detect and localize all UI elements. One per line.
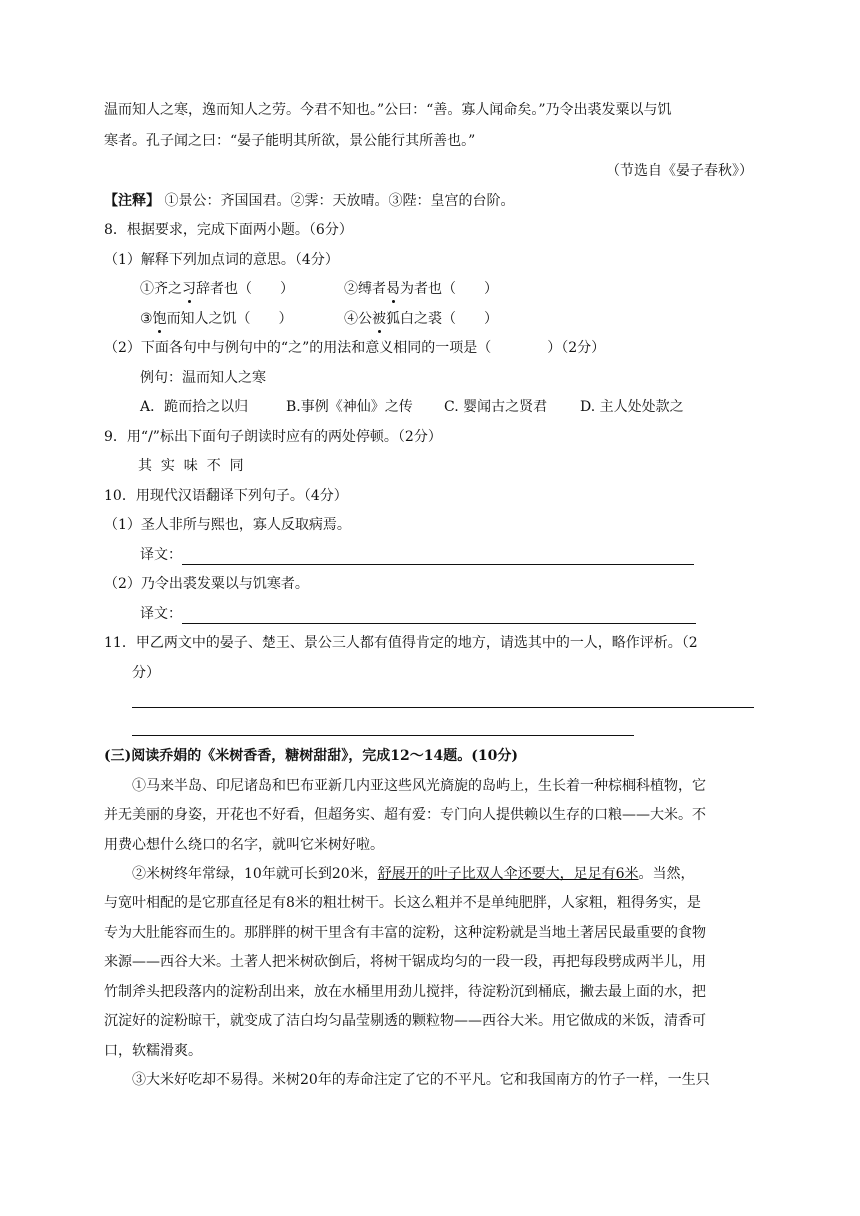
question-8-sub2: （2）下面各句中与例句中的“之”的用法和意义相同的一项是（ ）（2分） (104, 340, 606, 356)
question-11-line: 分） (132, 665, 160, 681)
paragraph-line: 专为大肚能容而生的。那胖胖的树干里含有丰富的淀粉，这种淀粉就是当地土著居民最重要的食物 (104, 925, 706, 941)
source-citation: （节选自《晏子春秋》） (606, 163, 753, 179)
answer-blank[interactable] (182, 609, 696, 624)
vocab-item-3 (140, 309, 293, 329)
text-run: 。当然， (638, 866, 695, 882)
translate-sentence-1: （1）圣人非所与熙也，寡人反取病焉。 (104, 517, 351, 533)
paragraph-line: ①马来半岛、印尼诸岛和巴布亚新几内亚这些风光旖旎的岛屿上，生长着一种棕榈科植物，它 (132, 778, 706, 794)
paragraph-line: 竹制斧头把段落内的淀粉刮出来，放在水桶里用劲儿搅拌，待淀粉沉到桶底，撇去最上面的水，把 (104, 984, 706, 1000)
item-text: 而知人之饥（ ） (166, 311, 293, 327)
question-11-line: 11．甲乙两文中的晏子、楚王、景公三人都有值得肯定的地方，请选其中的一人，略作评析。（2 (104, 635, 698, 651)
answer-line-2[interactable] (140, 604, 696, 624)
paragraph-line: 与宽叶相配的是它那直径足有8米的粗壮树干。长这么粗并不是单纯肥胖，人家粗，粗得务实，是 (104, 895, 701, 911)
paragraph-line: 来源——西谷大米。土著人把米树砍倒后，将树干锯成均匀的一段一段，再把每段劈成两半儿，用 (104, 954, 706, 970)
paragraph-line: 沉淀好的淀粉晾干，就变成了洁白均匀晶莹剔透的颗粒物——西谷大米。用它做成的米饭，清香可 (104, 1013, 706, 1029)
example-sentence: 例句：温而知人之寒 (140, 370, 266, 386)
item-text: ③ (140, 311, 153, 327)
passage-line: 温而知人之寒，逸而知人之劳。今君不知也。”公曰：“善。寡人闻命矣。”乃令出裘发粟以与饥 (104, 102, 672, 118)
item-text: ①齐之 (140, 281, 182, 297)
section-3-title: (三)阅读乔娟的《米树香香，糖树甜甜》，完成12～14题。(10分) (104, 748, 518, 764)
option-d: D. 主人处处款之 (580, 399, 684, 415)
option-c: C. 婴闻古之贤君 (444, 399, 548, 415)
pause-sentence: 其 实 味 不 同 (138, 458, 244, 474)
paragraph-line: 口，软糯滑爽。 (104, 1043, 202, 1059)
answer-label: 译文： (140, 606, 182, 622)
paragraph-line: ③大米好吃却不易得。米树20年的寿命注定了它的不平凡。它和我国南方的竹子一样，一生只 (132, 1072, 710, 1088)
answer-rule[interactable] (132, 707, 754, 708)
paragraph-line: 用费心想什么绕口的名字，就叫它米树好啦。 (104, 837, 384, 853)
answer-label: 译文： (140, 547, 182, 563)
text-run: ②米树终年常绿，10年就可长到20米， (132, 866, 378, 882)
dotted-word: 饱 (152, 311, 167, 327)
answer-line-1[interactable] (140, 545, 694, 565)
question-8-sub1: （1）解释下列加点词的意思。（4分） (104, 252, 339, 268)
option-b: B.事例《神仙》之传 (286, 399, 413, 415)
item-text: 狐白之裘（ ） (386, 311, 498, 327)
notes (104, 191, 514, 211)
notes-label: 【注释】 (104, 193, 160, 209)
dotted-word: 曷 (386, 281, 400, 297)
paragraph-line: 并无美丽的身姿，开花也不好看，但超务实、超有爱：专门向人提供赖以生存的口粮——大米。不 (104, 807, 706, 823)
answer-rule[interactable] (132, 735, 634, 736)
passage-line: 寒者。孔子闻之曰：“晏子能明其所欲，景公能行其所善也。” (104, 133, 476, 149)
vocab-item-2 (344, 279, 498, 299)
translate-sentence-2: （2）乃令出裘发粟以与饥寒者。 (104, 576, 309, 592)
dotted-word: 习 (182, 281, 196, 297)
notes-text: ①景公：齐国国君。②霁：天放晴。③陛：皇宫的台阶。 (160, 193, 515, 209)
option-a: A．跪而拾之以归 (140, 399, 249, 415)
question-8-title: 8．根据要求，完成下面两小题。（6分） (104, 222, 353, 238)
underlined-sentence: 舒展开的叶子比双人伞还要大，足足有6米 (377, 866, 639, 882)
answer-blank[interactable] (182, 550, 694, 565)
question-10-title: 10．用现代汉语翻译下列句子。（4分） (104, 488, 348, 504)
item-text: ④公 (344, 311, 372, 327)
vocab-item-4 (344, 309, 498, 329)
item-text: 为者也（ ） (400, 281, 498, 297)
item-text: 辞者也（ ） (196, 281, 294, 297)
paragraph-line (132, 864, 695, 884)
item-text: ②缚者 (344, 281, 386, 297)
question-9-title: 9．用“/”标出下面句子朗读时应有的两处停顿。（2分） (104, 429, 442, 445)
vocab-item-1 (140, 279, 294, 299)
dotted-word: 被 (372, 311, 386, 327)
